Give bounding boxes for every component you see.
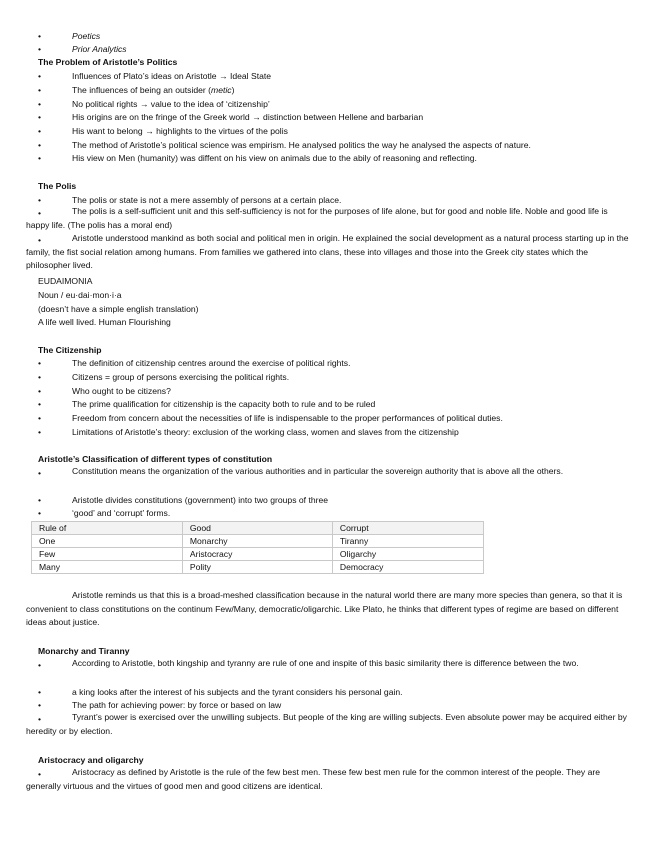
bullet: • bbox=[38, 687, 42, 697]
eudaimonia-term: EUDAIMONIA bbox=[38, 276, 93, 286]
table-cell: Aristocracy bbox=[182, 548, 332, 561]
list-item bbox=[72, 85, 234, 96]
table-row bbox=[32, 548, 484, 561]
bullet: • bbox=[38, 235, 42, 245]
bullet: • bbox=[38, 660, 42, 670]
table-cell: Monarchy bbox=[182, 535, 332, 548]
list-item: His origins are on the fringe of the Greek world → distinction between Hellene and barbarian bbox=[72, 112, 424, 122]
definition: A life well lived. Human Flourishing bbox=[38, 317, 171, 327]
bullet: • bbox=[38, 140, 42, 150]
bullet: • bbox=[38, 85, 42, 95]
list-item: Prior Analytics bbox=[72, 44, 127, 54]
table-cell: Many bbox=[32, 561, 183, 574]
pronunciation: Noun / eu·dai·mon·i·a bbox=[38, 290, 122, 300]
paragraph: According to Aristotle, both kingship and tyranny are rule of one and inspite of this basic similarity there is difference between the two. bbox=[72, 658, 579, 668]
bullet: • bbox=[38, 153, 42, 163]
paragraph: Constitution means the organization of the various authorities and in particular the sovereign authority that is above all the others. bbox=[72, 466, 564, 476]
list-item: The prime qualification for citizenship is the capacity both to rule and to be ruled bbox=[72, 399, 376, 409]
bullet: • bbox=[38, 372, 42, 382]
list-item: Poetics bbox=[72, 31, 101, 41]
list-item: His view on Men (humanity) was diffent on his view on animals due to the abily of reasoning and reflecting. bbox=[72, 153, 477, 163]
bullet: • bbox=[38, 495, 42, 505]
section-heading: The Citizenship bbox=[38, 345, 102, 355]
list-item: Limitations of Aristotle’s theory: exclusion of the working class, women and slaves from the citizenship bbox=[72, 427, 459, 437]
list-item: The definition of citizenship centres around the exercise of political rights. bbox=[72, 358, 351, 368]
list-item: a king looks after the interest of his subjects and the tyrant considers his personal gain. bbox=[72, 687, 403, 697]
section-heading: The Polis bbox=[38, 181, 77, 191]
bullet: • bbox=[38, 427, 42, 437]
paragraph: The polis is a self-sufficient unit and this self-sufficiency is not for the purposes of life alone, but for good and noble life. Noble and good life is happy life. (The polis has a moral end) bbox=[26, 206, 608, 230]
close-paren: ) bbox=[231, 85, 235, 95]
list-item: The path for achieving power: by force or based on law bbox=[72, 700, 282, 710]
bullet: • bbox=[38, 700, 42, 710]
list-item: Freedom from concern about the necessities of life is indispensable to the proper performances of political duties. bbox=[72, 413, 503, 423]
table-cell: Few bbox=[32, 548, 183, 561]
table-row bbox=[32, 561, 484, 574]
list-item: The polis or state is not a mere assembly of persons at a certain place. bbox=[72, 195, 342, 205]
paragraph: Tyrant’s power is exercised over the unwilling subjects. But people of the king are willing subjects. Even absolute power may be acquired either by heredity or by election. bbox=[26, 712, 627, 736]
table-cell: Democracy bbox=[332, 561, 483, 574]
bullet: • bbox=[38, 714, 42, 724]
bullet: • bbox=[38, 44, 42, 54]
paragraph: Aristotle understood mankind as both social and political men in origin. He explained the social development as a natural process starting up in the family, the fist social relation among humans. From families we gathered into clans, these into villages and those into the Greek city states which the philosopher lived. bbox=[26, 233, 629, 270]
table-cell: One bbox=[32, 535, 183, 548]
bullet: • bbox=[38, 413, 42, 423]
list-item: Aristotle divides constitutions (government) into two groups of three bbox=[72, 495, 329, 505]
bullet: • bbox=[38, 468, 42, 478]
table-header-row bbox=[32, 522, 484, 535]
list-item-text: The influences of being an outsider ( bbox=[72, 85, 212, 95]
table-cell: Polity bbox=[182, 561, 332, 574]
section-heading: Aristotle’s Classification of different types of constitution bbox=[38, 454, 273, 464]
list-item: No political rights → value to the idea of ‘citizenship’ bbox=[72, 99, 270, 109]
bullet: • bbox=[38, 112, 42, 122]
paragraph: Aristocracy as defined by Aristotle is the rule of the few best men. These few best men rule for the common interest of the people. They are generally virtuous and the virtues of good men and good citizens are identical. bbox=[26, 767, 600, 791]
translation-note: (doesn’t have a simple english translation) bbox=[38, 304, 199, 314]
table-row bbox=[32, 535, 484, 548]
table-header-cell: Rule of bbox=[32, 522, 183, 535]
bullet: • bbox=[38, 71, 42, 81]
bullet: • bbox=[38, 99, 42, 109]
bullet: • bbox=[38, 769, 42, 779]
table-cell: Tiranny bbox=[332, 535, 483, 548]
paragraph: Aristotle reminds us that this is a broad-meshed classification because in the natural world there are many more species than genera, so that it is convenient to class constitutions on the continum Few/Many, democratic/oligarchic. Like Plato, he thinks that different types of regime are based on different ideas about justice. bbox=[26, 590, 623, 627]
table-cell: Oligarchy bbox=[332, 548, 483, 561]
bullet: • bbox=[38, 195, 42, 205]
list-item: ‘good’ and ‘corrupt’ forms. bbox=[72, 508, 171, 518]
section-heading: Monarchy and Tiranny bbox=[38, 646, 130, 656]
metic-term: metic bbox=[211, 85, 232, 95]
bullet: • bbox=[38, 399, 42, 409]
section-heading: Aristocracy and oligarchy bbox=[38, 755, 144, 765]
list-item: His want to belong → highlights to the virtues of the polis bbox=[72, 126, 288, 136]
list-item: Citizens = group of persons exercising the political rights. bbox=[72, 372, 290, 382]
bullet: • bbox=[38, 31, 42, 41]
table-header-cell: Corrupt bbox=[332, 522, 483, 535]
bullet: • bbox=[38, 208, 42, 218]
bullet: • bbox=[38, 126, 42, 136]
table-header-cell: Good bbox=[182, 522, 332, 535]
bullet: • bbox=[38, 358, 42, 368]
list-item: The method of Aristotle’s political science was empirism. He analysed politics the way he analysed the aspects of nature. bbox=[72, 140, 531, 150]
bullet: • bbox=[38, 386, 42, 396]
list-item: Influences of Plato’s ideas on Aristotle → Ideal State bbox=[72, 71, 272, 81]
section-heading: The Problem of Aristotle’s Politics bbox=[38, 57, 178, 67]
bullet: • bbox=[38, 508, 42, 518]
constitution-table bbox=[31, 521, 484, 574]
list-item: Who ought to be citizens? bbox=[72, 386, 171, 396]
